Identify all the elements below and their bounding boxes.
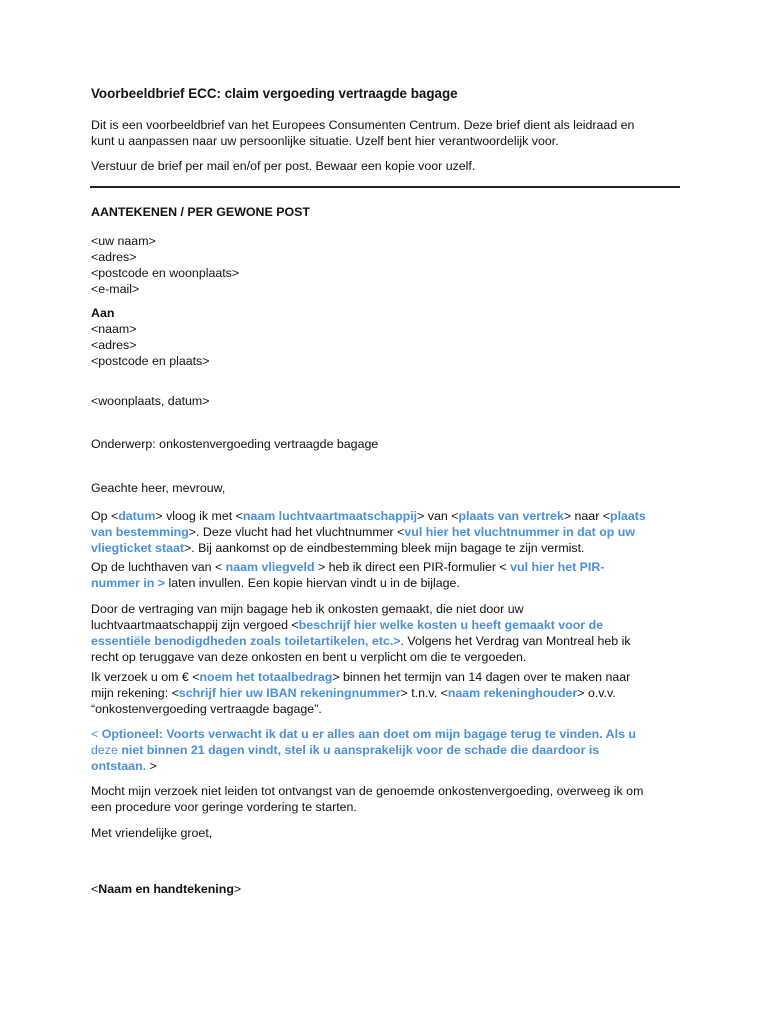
placeholder-account-holder: naam rekeninghouder xyxy=(447,686,578,700)
sender-address: <adres> xyxy=(91,250,137,264)
placeholder-flight-number: vliegticket staat xyxy=(91,541,184,555)
placeholder-datum: datum xyxy=(118,509,156,523)
paragraph-line: “onkostenvergoeding vertraagde bagage”. xyxy=(91,702,322,716)
paragraph-line: luchtvaartmaatschappij zijn vergoed <beschrijf hier welke kosten u heeft gemaakt voor de xyxy=(91,618,604,632)
paragraph-line: een procedure voor geringe vordering te starten. xyxy=(91,800,357,814)
recipient-block xyxy=(91,305,671,369)
intro-line: kunt u aanpassen naar uw persoonlijke situatie. Uzelf bent hier verantwoordelijk voor. xyxy=(91,134,559,148)
placeholder-destination: van bestemming xyxy=(91,525,189,539)
recipient-address: <adres> xyxy=(91,338,137,352)
paragraph-line: Op de luchthaven van < naam vliegveld > heb ik direct een PIR-formulier < vul hier het PIR- xyxy=(91,560,605,574)
placeholder-flight-number: vul hier het vluchtnummer in dat op uw xyxy=(404,525,635,539)
paragraph-line: Mocht mijn verzoek niet leiden tot ontvangst van de genoemde onkostenvergoeding, overweeg ik om xyxy=(91,784,644,798)
divider xyxy=(90,186,680,188)
placeholder-airport: naam vliegveld xyxy=(225,560,315,574)
paragraph-line: Ik verzoek u om € <noem het totaalbedrag> binnen het termijn van 14 dagen over te maken naar xyxy=(91,670,631,684)
placeholder-optional: Optioneel: Voorts verwacht ik dat u er alles aan doet om mijn bagage terug te vinden. Als u xyxy=(101,727,636,741)
letter-title: Voorbeeldbrief ECC: claim vergoeding vertraagde bagage xyxy=(91,86,458,101)
paragraph-line: Door de vertraging van mijn bagage heb ik onkosten gemaakt, die niet door uw xyxy=(91,602,524,616)
signature-placeholder: Naam en handtekening xyxy=(98,882,234,896)
sender-postcode-city: <postcode en woonplaats> xyxy=(91,266,240,280)
paragraph-line: nummer in > laten invullen. Een kopie hiervan vindt u in de bijlage. xyxy=(91,576,460,590)
sender-name: <uw naam> xyxy=(91,234,156,248)
placeholder-optional: niet binnen 21 dagen vindt, stel ik u aansprakelijk voor de schade die daardoor is xyxy=(117,743,600,757)
signature-line: <Naam en handtekening> xyxy=(91,882,242,896)
placeholder-costs: essentiële benodigdheden zoals toiletartikelen, etc.> xyxy=(91,634,401,648)
placeholder-amount: noem het totaalbedrag xyxy=(199,670,333,684)
sender-email: <e-mail> xyxy=(91,282,140,296)
paragraph-line: essentiële benodigdheden zoals toiletartikelen, etc.>. Volgens het Verdrag van Montreal heb ik xyxy=(91,634,631,648)
paragraph-optional xyxy=(91,726,671,774)
paragraph-line: deze niet binnen 21 dagen vindt, stel ik u aansprakelijk voor de schade die daardoor is xyxy=(91,743,600,757)
paragraph-payment xyxy=(91,669,671,717)
paragraph-flight xyxy=(91,508,671,556)
paragraph-line: mijn rekening: <schrijf hier uw IBAN rekeningnummer> t.n.v. <naam rekeninghouder> o.v.v. xyxy=(91,686,616,700)
paragraph-line: vliegticket staat>. Bij aankomst op de eindbestemming bleek mijn bagage te zijn vermist. xyxy=(91,541,585,555)
intro-paragraph xyxy=(91,117,671,149)
placeholder-iban: schrijf hier uw IBAN rekeningnummer xyxy=(178,686,401,700)
paragraph-line: Op <datum> vloog ik met <naam luchtvaartmaatschappij> van <plaats van vertrek> naar <plaats xyxy=(91,509,646,523)
placeholder-airline: naam luchtvaartmaatschappij xyxy=(242,509,418,523)
paragraph-pir xyxy=(91,559,671,591)
paragraph-costs xyxy=(91,601,671,665)
paragraph-procedure xyxy=(91,783,671,815)
recipient-postcode-city: <postcode en plaats> xyxy=(91,354,210,368)
subject-line: Onderwerp: onkostenvergoeding vertraagde bagage xyxy=(91,437,379,451)
paragraph-line: ontstaan. > xyxy=(91,759,157,773)
paragraph-line: van bestemming>. Deze vlucht had het vluchtnummer <vul hier het vluchtnummer in dat op uw xyxy=(91,525,635,539)
sender-block xyxy=(91,233,671,297)
recipient-name: <naam> xyxy=(91,322,137,336)
send-instruction: Verstuur de brief per mail en/of per post. Bewaar een kopie voor uzelf. xyxy=(91,159,476,173)
placeholder-costs: beschrijf hier welke kosten u heeft gemaakt voor de xyxy=(298,618,604,632)
closing: Met vriendelijke groet, xyxy=(91,826,213,840)
placeholder-destination: plaats xyxy=(610,509,646,523)
place-date: <woonplaats, datum> xyxy=(91,394,210,408)
placeholder-departure: plaats van vertrek xyxy=(458,509,564,523)
intro-line: Dit is een voorbeeldbrief van het Europees Consumenten Centrum. Deze brief dient als leidraad en xyxy=(91,118,635,132)
placeholder-pir-number: nummer in > xyxy=(91,576,166,590)
placeholder-pir-number: vul hier het PIR- xyxy=(510,560,605,574)
recipient-heading: Aan xyxy=(91,306,115,320)
delivery-header: AANTEKENEN / PER GEWONE POST xyxy=(91,205,310,219)
paragraph-line: < Optioneel: Voorts verwacht ik dat u er alles aan doet om mijn bagage terug te vinden. Als u xyxy=(91,727,636,741)
placeholder-optional: ontstaan. xyxy=(91,759,147,773)
paragraph-line: recht op teruggave van deze onkosten en bent u verplicht om die te vergoeden. xyxy=(91,650,527,664)
salutation: Geachte heer, mevrouw, xyxy=(91,481,226,495)
